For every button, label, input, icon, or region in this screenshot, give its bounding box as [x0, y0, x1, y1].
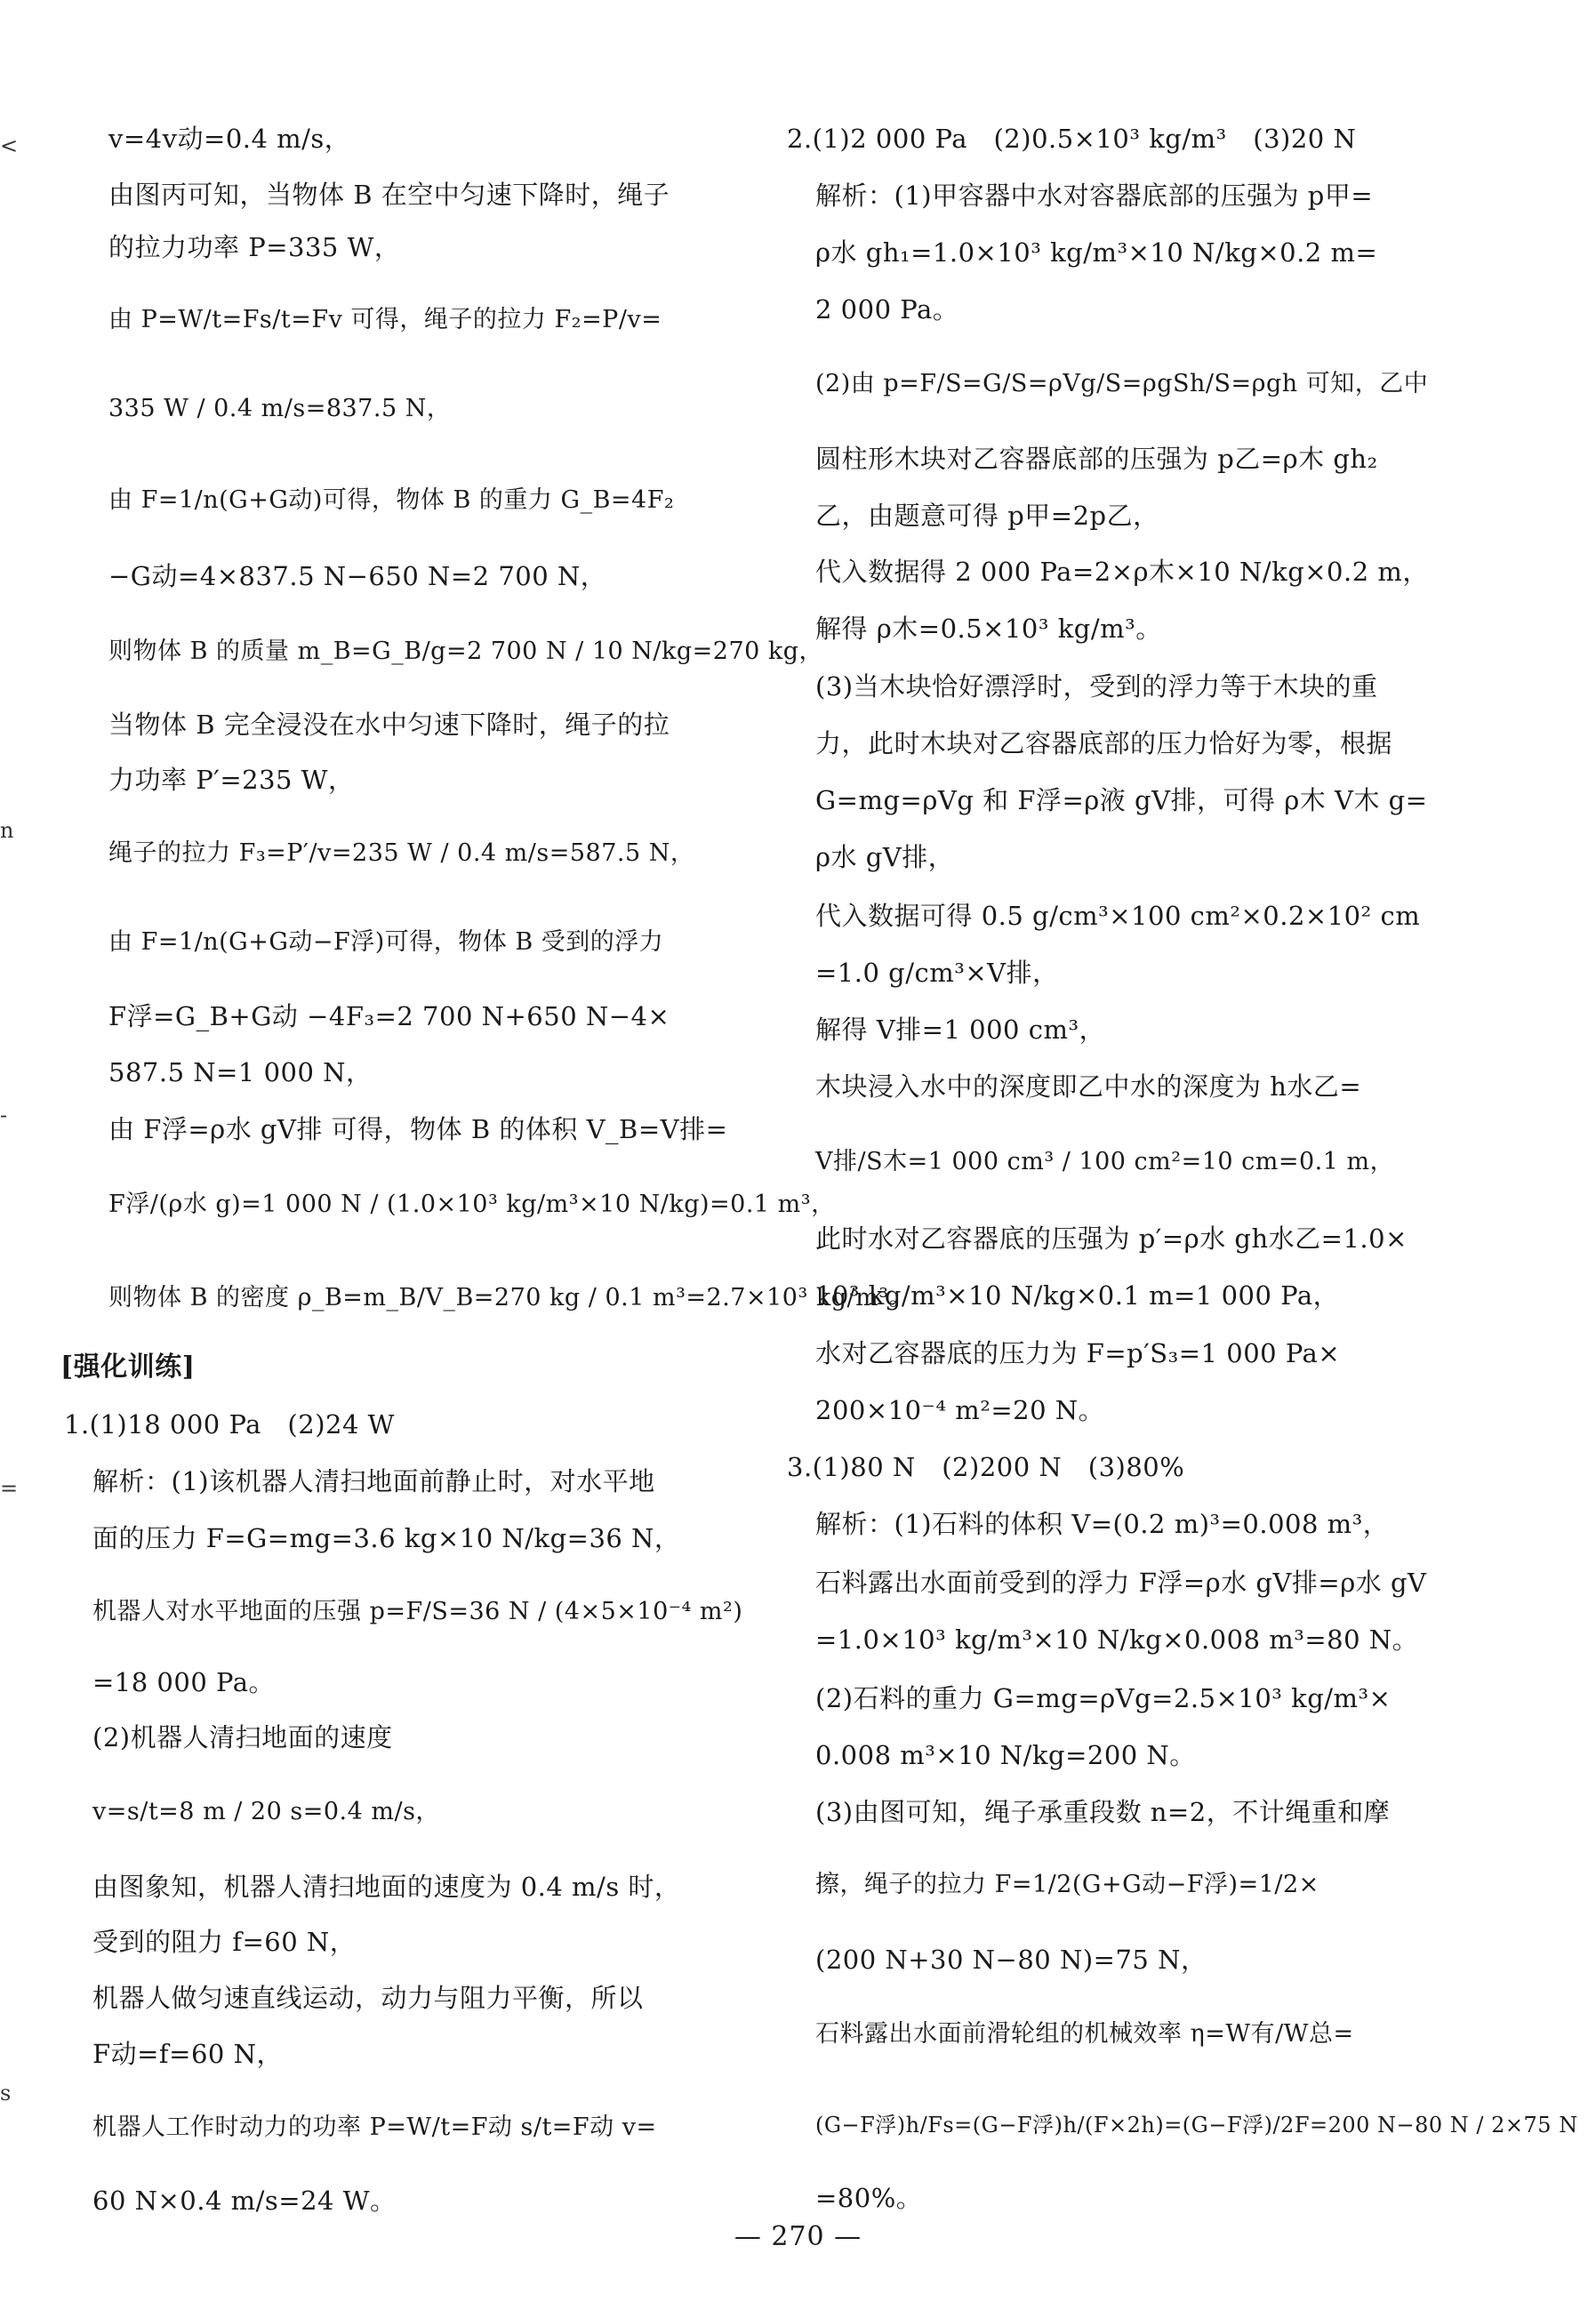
text-line: 木块浸入水中的深度即乙中水的深度为 h水乙=	[815, 1071, 1362, 1102]
text-line: 0.008 m³×10 N/kg=200 N。	[815, 1740, 1196, 1770]
text-line: 的拉力功率 P=335 W，	[108, 232, 401, 262]
text-line: 2 000 Pa。	[815, 294, 959, 325]
text-line: 乙，由题意可得 p甲=2p乙，	[815, 501, 1159, 531]
text-line: 擦，绳子的拉力 F=1/2(G+G动−F浮)=1/2×	[815, 1871, 1319, 1898]
text-line: 则物体 B 的质量 m_B=G_B/g=2 700 N / 10 N/kg=270 kg，	[108, 638, 824, 665]
text-line: 机器人工作时动力的功率 P=W/t=F动 s/t=F动 v=	[92, 2114, 657, 2141]
text-line: 代入数据得 2 000 Pa=2×ρ木×10 N/kg×0.2 m，	[815, 557, 1429, 587]
gutter-mark: n	[0, 818, 14, 843]
text-line: ρ水 gV排，	[815, 842, 955, 872]
text-line: 受到的阻力 f=60 N，	[92, 1927, 357, 1957]
question-answer: 1.(1)18 000 Pa (2)24 W	[64, 1409, 395, 1440]
text-line: 由 F=1/n(G+G动−F浮)可得，物体 B 受到的浮力	[108, 928, 664, 956]
gutter-mark: =	[0, 1476, 19, 1501]
text-line: 面的压力 F=G=mg=3.6 kg×10 N/kg=36 N，	[92, 1523, 681, 1553]
text-line: F浮/(ρ水 g)=1 000 N / (1.0×10³ kg/m³×10 N/kg)=0.1 m³，	[108, 1191, 836, 1218]
text-line: 587.5 N=1 000 N，	[108, 1057, 373, 1087]
text-line: (200 N+30 N−80 N)=75 N，	[815, 1945, 1207, 1975]
text-line: =80%。	[815, 2183, 923, 2213]
text-line: (3)由图可知，绳子承重段数 n=2，不计绳重和摩	[815, 1797, 1391, 1827]
text-line: =1.0 g/cm³×V排，	[815, 958, 1059, 988]
section-heading: [强化训练]	[60, 1352, 196, 1383]
text-line: 代入数据可得 0.5 g/cm³×100 cm²×0.2×10² cm	[815, 901, 1421, 931]
gutter-mark: -	[0, 1103, 8, 1127]
text-line: 石料露出水面前滑轮组的机械效率 η=W有/W总=	[815, 2020, 1354, 2048]
question-answer: 2.(1)2 000 Pa (2)0.5×10³ kg/m³ (3)20 N	[787, 124, 1357, 154]
text-line: 机器人做匀速直线运动，动力与阻力平衡，所以	[92, 1983, 644, 2013]
text-line: 绳子的拉力 F₃=P′/v=235 W / 0.4 m/s=587.5 N，	[108, 839, 695, 867]
text-line: 此时水对乙容器底的压强为 p′=ρ水 gh水乙=1.0×	[815, 1223, 1408, 1254]
text-line: 机器人对水平地面的压强 p=F/S=36 N / (4×5×10⁻⁴ m²)	[92, 1598, 743, 1625]
text-line: G=mg=ρVg 和 F浮=ρ液 gV排，可得 ρ木 V木 g=	[815, 785, 1428, 815]
text-line: (3)当木块恰好漂浮时，受到的浮力等于木块的重	[815, 671, 1378, 702]
text-line: F动=f=60 N，	[92, 2039, 283, 2069]
text-line: 335 W / 0.4 m/s=837.5 N，	[108, 395, 452, 422]
text-line: 由图丙可知，当物体 B 在空中匀速下降时，绳子	[108, 180, 670, 210]
text-line: (2)石料的重力 G=mg=ρVg=2.5×10³ kg/m³×	[815, 1683, 1391, 1713]
page-number: — 270 —	[734, 2221, 862, 2252]
text-line: 解得 ρ木=0.5×10³ kg/m³。	[815, 614, 1162, 644]
text-line: ρ水 gh₁=1.0×10³ kg/m³×10 N/kg×0.2 m=	[815, 237, 1378, 268]
gutter-mark: s	[0, 2081, 12, 2105]
text-line: 则物体 B 的密度 ρ_B=m_B/V_B=270 kg / 0.1 m³=2.7×10³ kg/m³。	[108, 1284, 914, 1311]
text-line: 圆柱形木块对乙容器底部的压强为 p乙=ρ木 gh₂	[815, 444, 1378, 474]
text-line: 由 F浮=ρ水 gV排 可得，物体 B 的体积 V_B=V排=	[108, 1114, 728, 1144]
text-line: 解析：(1)该机器人清扫地面前静止时，对水平地	[92, 1466, 655, 1496]
text-line: =18 000 Pa。	[92, 1667, 275, 1697]
text-line: F浮=G_B+G动 −4F₃=2 700 N+650 N−4×	[108, 1001, 670, 1031]
text-line: 由 P=W/t=Fs/t=Fv 可得，绳子的拉力 F₂=P/v=	[108, 306, 662, 333]
text-line: 水对乙容器底的压力为 F=p′S₃=1 000 Pa×	[815, 1338, 1341, 1368]
text-line: V排/S木=1 000 cm³ / 100 cm²=10 cm=0.1 m，	[815, 1148, 1395, 1175]
text-line: 解析：(1)石料的体积 V=(0.2 m)³=0.008 m³，	[815, 1509, 1390, 1539]
text-line: 解析：(1)甲容器中水对容器底部的压强为 p甲=	[815, 180, 1374, 211]
previous-page-bleed	[0, 0, 18, 2302]
gutter-mark: <	[0, 133, 19, 158]
text-line: 200×10⁻⁴ m²=20 N。	[815, 1395, 1105, 1425]
text-line: (2)由 p=F/S=G/S=ρVg/S=ρgSh/S=ρgh 可知，乙中	[815, 370, 1429, 397]
text-line: 力功率 P′=235 W，	[108, 765, 355, 795]
text-line: 力，此时木块对乙容器底部的压力恰好为零，根据	[815, 728, 1393, 758]
text-line: =1.0×10³ kg/m³×10 N/kg×0.008 m³=80 N。	[815, 1624, 1419, 1655]
text-line: (G−F浮)h/Fs=(G−F浮)h/(F×2h)=(G−F浮)/2F=200 N−80 N / 2×75 N	[815, 2113, 1578, 2138]
text-line: 解得 V排=1 000 cm³，	[815, 1015, 1106, 1045]
text-line: 由图象知，机器人清扫地面的速度为 0.4 m/s 时，	[92, 1872, 681, 1902]
text-line: (2)机器人清扫地面的速度	[92, 1722, 393, 1753]
text-line: 由 F=1/n(G+G动)可得，物体 B 的重力 G_B=4F₂	[108, 486, 675, 514]
text-line: −G动=4×837.5 N−650 N=2 700 N，	[108, 561, 607, 591]
text-line: 当物体 B 完全浸没在水中匀速下降时，绳子的拉	[108, 710, 670, 740]
text-line: v=s/t=8 m / 20 s=0.4 m/s，	[92, 1798, 440, 1825]
text-line: 10³ kg/m³×10 N/kg×0.1 m=1 000 Pa，	[815, 1280, 1340, 1311]
text-line: v=4v动=0.4 m/s，	[108, 124, 351, 154]
text-line: 石料露出水面前受到的浮力 F浮=ρ水 gV排=ρ水 gV	[815, 1568, 1427, 1598]
text-line: 60 N×0.4 m/s=24 W。	[92, 2186, 397, 2216]
question-answer: 3.(1)80 N (2)200 N (3)80%	[787, 1452, 1185, 1482]
